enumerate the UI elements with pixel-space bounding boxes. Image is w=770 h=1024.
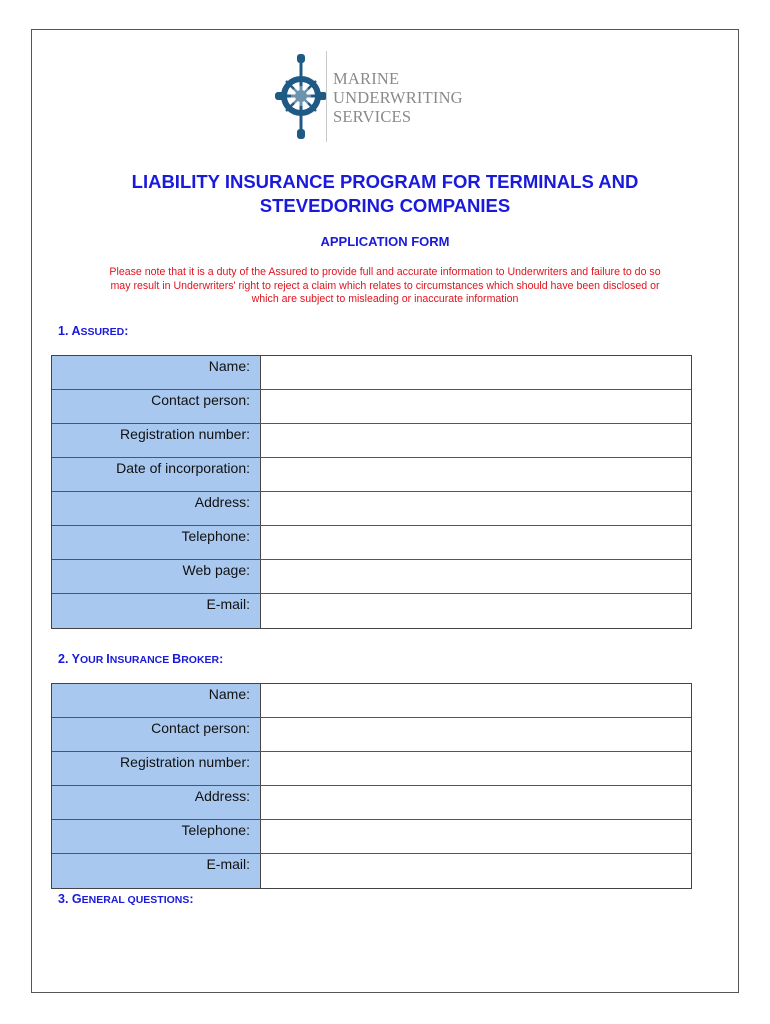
assured-registration-input[interactable] — [261, 424, 691, 457]
table-row — [52, 786, 691, 820]
assured-name-input[interactable] — [261, 356, 691, 389]
assured-webpage-input[interactable] — [261, 560, 691, 593]
field-label: E-mail: — [52, 854, 261, 888]
heading-colon: : — [219, 652, 224, 666]
field-label: Date of incorporation: — [52, 458, 261, 491]
table-row — [52, 458, 691, 492]
field-label: Telephone: — [52, 526, 261, 559]
section-heading-assured — [58, 324, 128, 338]
table-row — [52, 356, 691, 390]
form-subtitle: APPLICATION FORM — [320, 234, 450, 249]
field-label: Registration number: — [52, 424, 261, 457]
section-heading-general — [58, 892, 194, 906]
logo-line: SERVICES — [333, 107, 412, 126]
broker-contact-input[interactable] — [261, 718, 691, 751]
table-row — [52, 684, 691, 718]
assured-table — [51, 355, 692, 629]
heading-smallcaps: QUESTIONS — [127, 894, 190, 906]
field-label: E-mail: — [52, 594, 261, 628]
heading-cap: B — [172, 652, 182, 666]
assured-contact-input[interactable] — [261, 390, 691, 423]
field-label: Name: — [52, 684, 261, 717]
table-row — [52, 594, 691, 628]
section-number: 3. — [58, 892, 72, 906]
section-heading-broker — [58, 652, 223, 666]
field-label: Contact person: — [52, 390, 261, 423]
table-row — [52, 752, 691, 786]
heading-smallcaps: ROKER — [181, 654, 220, 666]
heading-cap: Y — [71, 652, 81, 666]
broker-telephone-input[interactable] — [261, 820, 691, 853]
field-label: Registration number: — [52, 752, 261, 785]
heading-smallcaps: SSURED — [80, 326, 125, 338]
broker-email-input[interactable] — [261, 854, 691, 888]
broker-table — [51, 683, 692, 889]
table-row — [52, 424, 691, 458]
field-label: Name: — [52, 356, 261, 389]
broker-address-input[interactable] — [261, 786, 691, 819]
table-row — [52, 820, 691, 854]
table-row — [52, 560, 691, 594]
heading-smallcaps: NSURANCE — [109, 654, 173, 666]
broker-registration-input[interactable] — [261, 752, 691, 785]
logo-wordmark — [333, 69, 463, 126]
company-logo — [275, 51, 495, 143]
heading-colon: : — [189, 892, 194, 906]
assured-address-input[interactable] — [261, 492, 691, 525]
assured-email-input[interactable] — [261, 594, 691, 628]
table-row — [52, 526, 691, 560]
logo-divider — [326, 51, 327, 142]
logo-line: UNDERWRITING — [333, 88, 463, 107]
field-label: Telephone: — [52, 820, 261, 853]
field-label: Address: — [52, 492, 261, 525]
field-label: Address: — [52, 786, 261, 819]
section-number: 1. — [58, 324, 72, 338]
table-row — [52, 390, 691, 424]
document-title — [60, 170, 710, 218]
table-row — [52, 718, 691, 752]
heading-smallcaps: OUR — [80, 654, 107, 666]
ship-wheel-icon — [275, 51, 327, 143]
heading-colon: : — [124, 324, 129, 338]
note-line: may result in Underwriters' right to reject a claim which relates to circumstances which should have been disclosed or — [110, 279, 660, 292]
note-line: which are subject to misleading or inaccurate information — [251, 293, 519, 305]
title-line: LIABILITY INSURANCE PROGRAM FOR TERMINALS AND — [131, 171, 639, 192]
field-label: Web page: — [52, 560, 261, 593]
field-label: Contact person: — [52, 718, 261, 751]
section-number: 2. — [58, 652, 72, 666]
assured-incorporation-input[interactable] — [261, 458, 691, 491]
table-row — [52, 854, 691, 888]
broker-name-input[interactable] — [261, 684, 691, 717]
assured-telephone-input[interactable] — [261, 526, 691, 559]
heading-cap: I — [106, 652, 110, 666]
heading-cap: A — [71, 324, 81, 338]
heading-smallcaps: ENERAL — [81, 894, 128, 906]
title-line: STEVEDORING COMPANIES — [259, 195, 511, 216]
table-row — [52, 492, 691, 526]
disclaimer-note — [62, 266, 708, 307]
note-line: Please note that it is a duty of the Assured to provide full and accurate information to Underwriters and failure to do so — [109, 266, 661, 278]
heading-cap: G — [71, 892, 82, 906]
logo-line: MARINE — [333, 69, 400, 88]
